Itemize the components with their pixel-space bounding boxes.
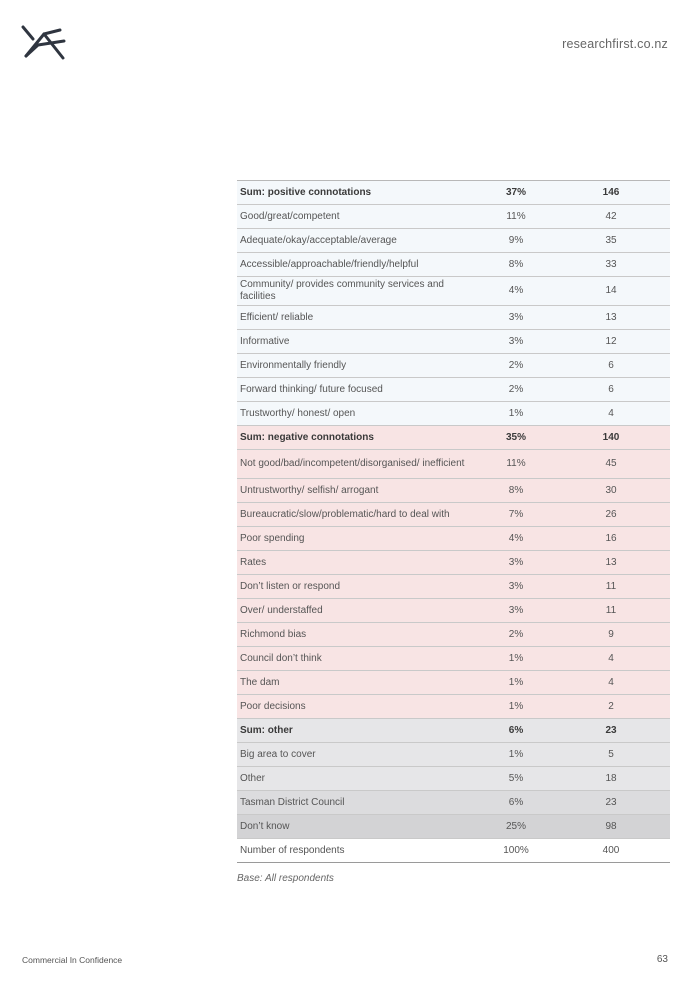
row-label: Other <box>237 767 480 791</box>
row-percent: 4% <box>480 527 552 551</box>
row-percent: 2% <box>480 378 552 402</box>
table-row <box>237 402 670 426</box>
footer-confidentiality: Commercial In Confidence <box>22 955 123 965</box>
row-label: Richmond bias <box>237 623 480 647</box>
row-label: Number of respondents <box>237 839 480 863</box>
row-label: Poor decisions <box>237 695 480 719</box>
row-percent: 1% <box>480 402 552 426</box>
row-percent: 35% <box>480 426 552 450</box>
row-percent: 37% <box>480 181 552 205</box>
row-count: 13 <box>552 306 670 330</box>
table-row <box>237 181 670 205</box>
connotations-table <box>237 180 670 863</box>
page-number: 63 <box>656 954 668 965</box>
row-label: Poor spending <box>237 527 480 551</box>
row-percent: 100% <box>480 839 552 863</box>
research-first-logo-icon <box>20 24 68 62</box>
row-count: 6 <box>552 378 670 402</box>
site-url: researchfirst.co.nz <box>562 37 668 51</box>
table-row <box>237 378 670 402</box>
row-count: 146 <box>552 181 670 205</box>
row-count: 45 <box>552 450 670 479</box>
row-count: 4 <box>552 647 670 671</box>
row-label: Sum: negative connotations <box>237 426 480 450</box>
row-label: Informative <box>237 330 480 354</box>
row-count: 33 <box>552 253 670 277</box>
row-label: Not good/bad/incompetent/disorganised/ inefficient <box>237 450 480 479</box>
table-row <box>237 479 670 503</box>
row-percent: 1% <box>480 671 552 695</box>
row-percent: 25% <box>480 815 552 839</box>
row-count: 23 <box>552 791 670 815</box>
table-row <box>237 426 670 450</box>
row-label: Accessible/approachable/friendly/helpful <box>237 253 480 277</box>
row-count: 30 <box>552 479 670 503</box>
table-row <box>237 229 670 253</box>
row-percent: 6% <box>480 791 552 815</box>
row-label: Tasman District Council <box>237 791 480 815</box>
table-row <box>237 839 670 863</box>
row-percent: 11% <box>480 205 552 229</box>
row-count: 12 <box>552 330 670 354</box>
table-row <box>237 306 670 330</box>
row-label: Environmentally friendly <box>237 354 480 378</box>
row-percent: 3% <box>480 599 552 623</box>
row-percent: 3% <box>480 575 552 599</box>
row-count: 18 <box>552 767 670 791</box>
table-row <box>237 791 670 815</box>
row-count: 26 <box>552 503 670 527</box>
row-label: Community/ provides community services and facilities <box>237 277 480 306</box>
row-label: Trustworthy/ honest/ open <box>237 402 480 426</box>
row-percent: 2% <box>480 354 552 378</box>
row-count: 4 <box>552 402 670 426</box>
table-row <box>237 277 670 306</box>
table-row <box>237 719 670 743</box>
row-percent: 3% <box>480 306 552 330</box>
table-row <box>237 253 670 277</box>
row-percent: 8% <box>480 253 552 277</box>
row-count: 5 <box>552 743 670 767</box>
row-label: Rates <box>237 551 480 575</box>
row-label: Adequate/okay/acceptable/average <box>237 229 480 253</box>
row-label: Efficient/ reliable <box>237 306 480 330</box>
table-row <box>237 671 670 695</box>
row-percent: 8% <box>480 479 552 503</box>
row-percent: 1% <box>480 647 552 671</box>
row-percent: 3% <box>480 330 552 354</box>
table-row <box>237 647 670 671</box>
table-row <box>237 575 670 599</box>
table-row <box>237 527 670 551</box>
row-label: Forward thinking/ future focused <box>237 378 480 402</box>
row-label: Sum: other <box>237 719 480 743</box>
row-count: 14 <box>552 277 670 306</box>
row-count: 9 <box>552 623 670 647</box>
table-row <box>237 767 670 791</box>
table-row <box>237 450 670 479</box>
row-label: Don’t listen or respond <box>237 575 480 599</box>
row-percent: 11% <box>480 450 552 479</box>
table-row <box>237 330 670 354</box>
row-count: 42 <box>552 205 670 229</box>
row-label: Good/great/competent <box>237 205 480 229</box>
row-percent: 9% <box>480 229 552 253</box>
table-row <box>237 743 670 767</box>
row-percent: 7% <box>480 503 552 527</box>
row-count: 6 <box>552 354 670 378</box>
row-count: 35 <box>552 229 670 253</box>
table-row <box>237 551 670 575</box>
row-count: 400 <box>552 839 670 863</box>
base-note: Base: All respondents <box>237 873 334 884</box>
row-count: 11 <box>552 599 670 623</box>
row-count: 13 <box>552 551 670 575</box>
table-row <box>237 503 670 527</box>
row-label: Over/ understaffed <box>237 599 480 623</box>
table-row <box>237 354 670 378</box>
row-label: Untrustworthy/ selfish/ arrogant <box>237 479 480 503</box>
row-percent: 4% <box>480 277 552 306</box>
row-count: 140 <box>552 426 670 450</box>
row-label: The dam <box>237 671 480 695</box>
row-percent: 3% <box>480 551 552 575</box>
row-count: 16 <box>552 527 670 551</box>
row-percent: 6% <box>480 719 552 743</box>
row-percent: 5% <box>480 767 552 791</box>
row-percent: 1% <box>480 743 552 767</box>
table-row <box>237 599 670 623</box>
row-label: Sum: positive connotations <box>237 181 480 205</box>
table-row <box>237 623 670 647</box>
row-percent: 1% <box>480 695 552 719</box>
row-count: 11 <box>552 575 670 599</box>
row-percent: 2% <box>480 623 552 647</box>
row-label: Big area to cover <box>237 743 480 767</box>
row-count: 4 <box>552 671 670 695</box>
row-count: 98 <box>552 815 670 839</box>
row-label: Bureaucratic/slow/problematic/hard to deal with <box>237 503 480 527</box>
row-count: 2 <box>552 695 670 719</box>
table-row <box>237 205 670 229</box>
row-count: 23 <box>552 719 670 743</box>
table-row <box>237 815 670 839</box>
row-label: Council don’t think <box>237 647 480 671</box>
row-label: Don’t know <box>237 815 480 839</box>
table-row <box>237 695 670 719</box>
